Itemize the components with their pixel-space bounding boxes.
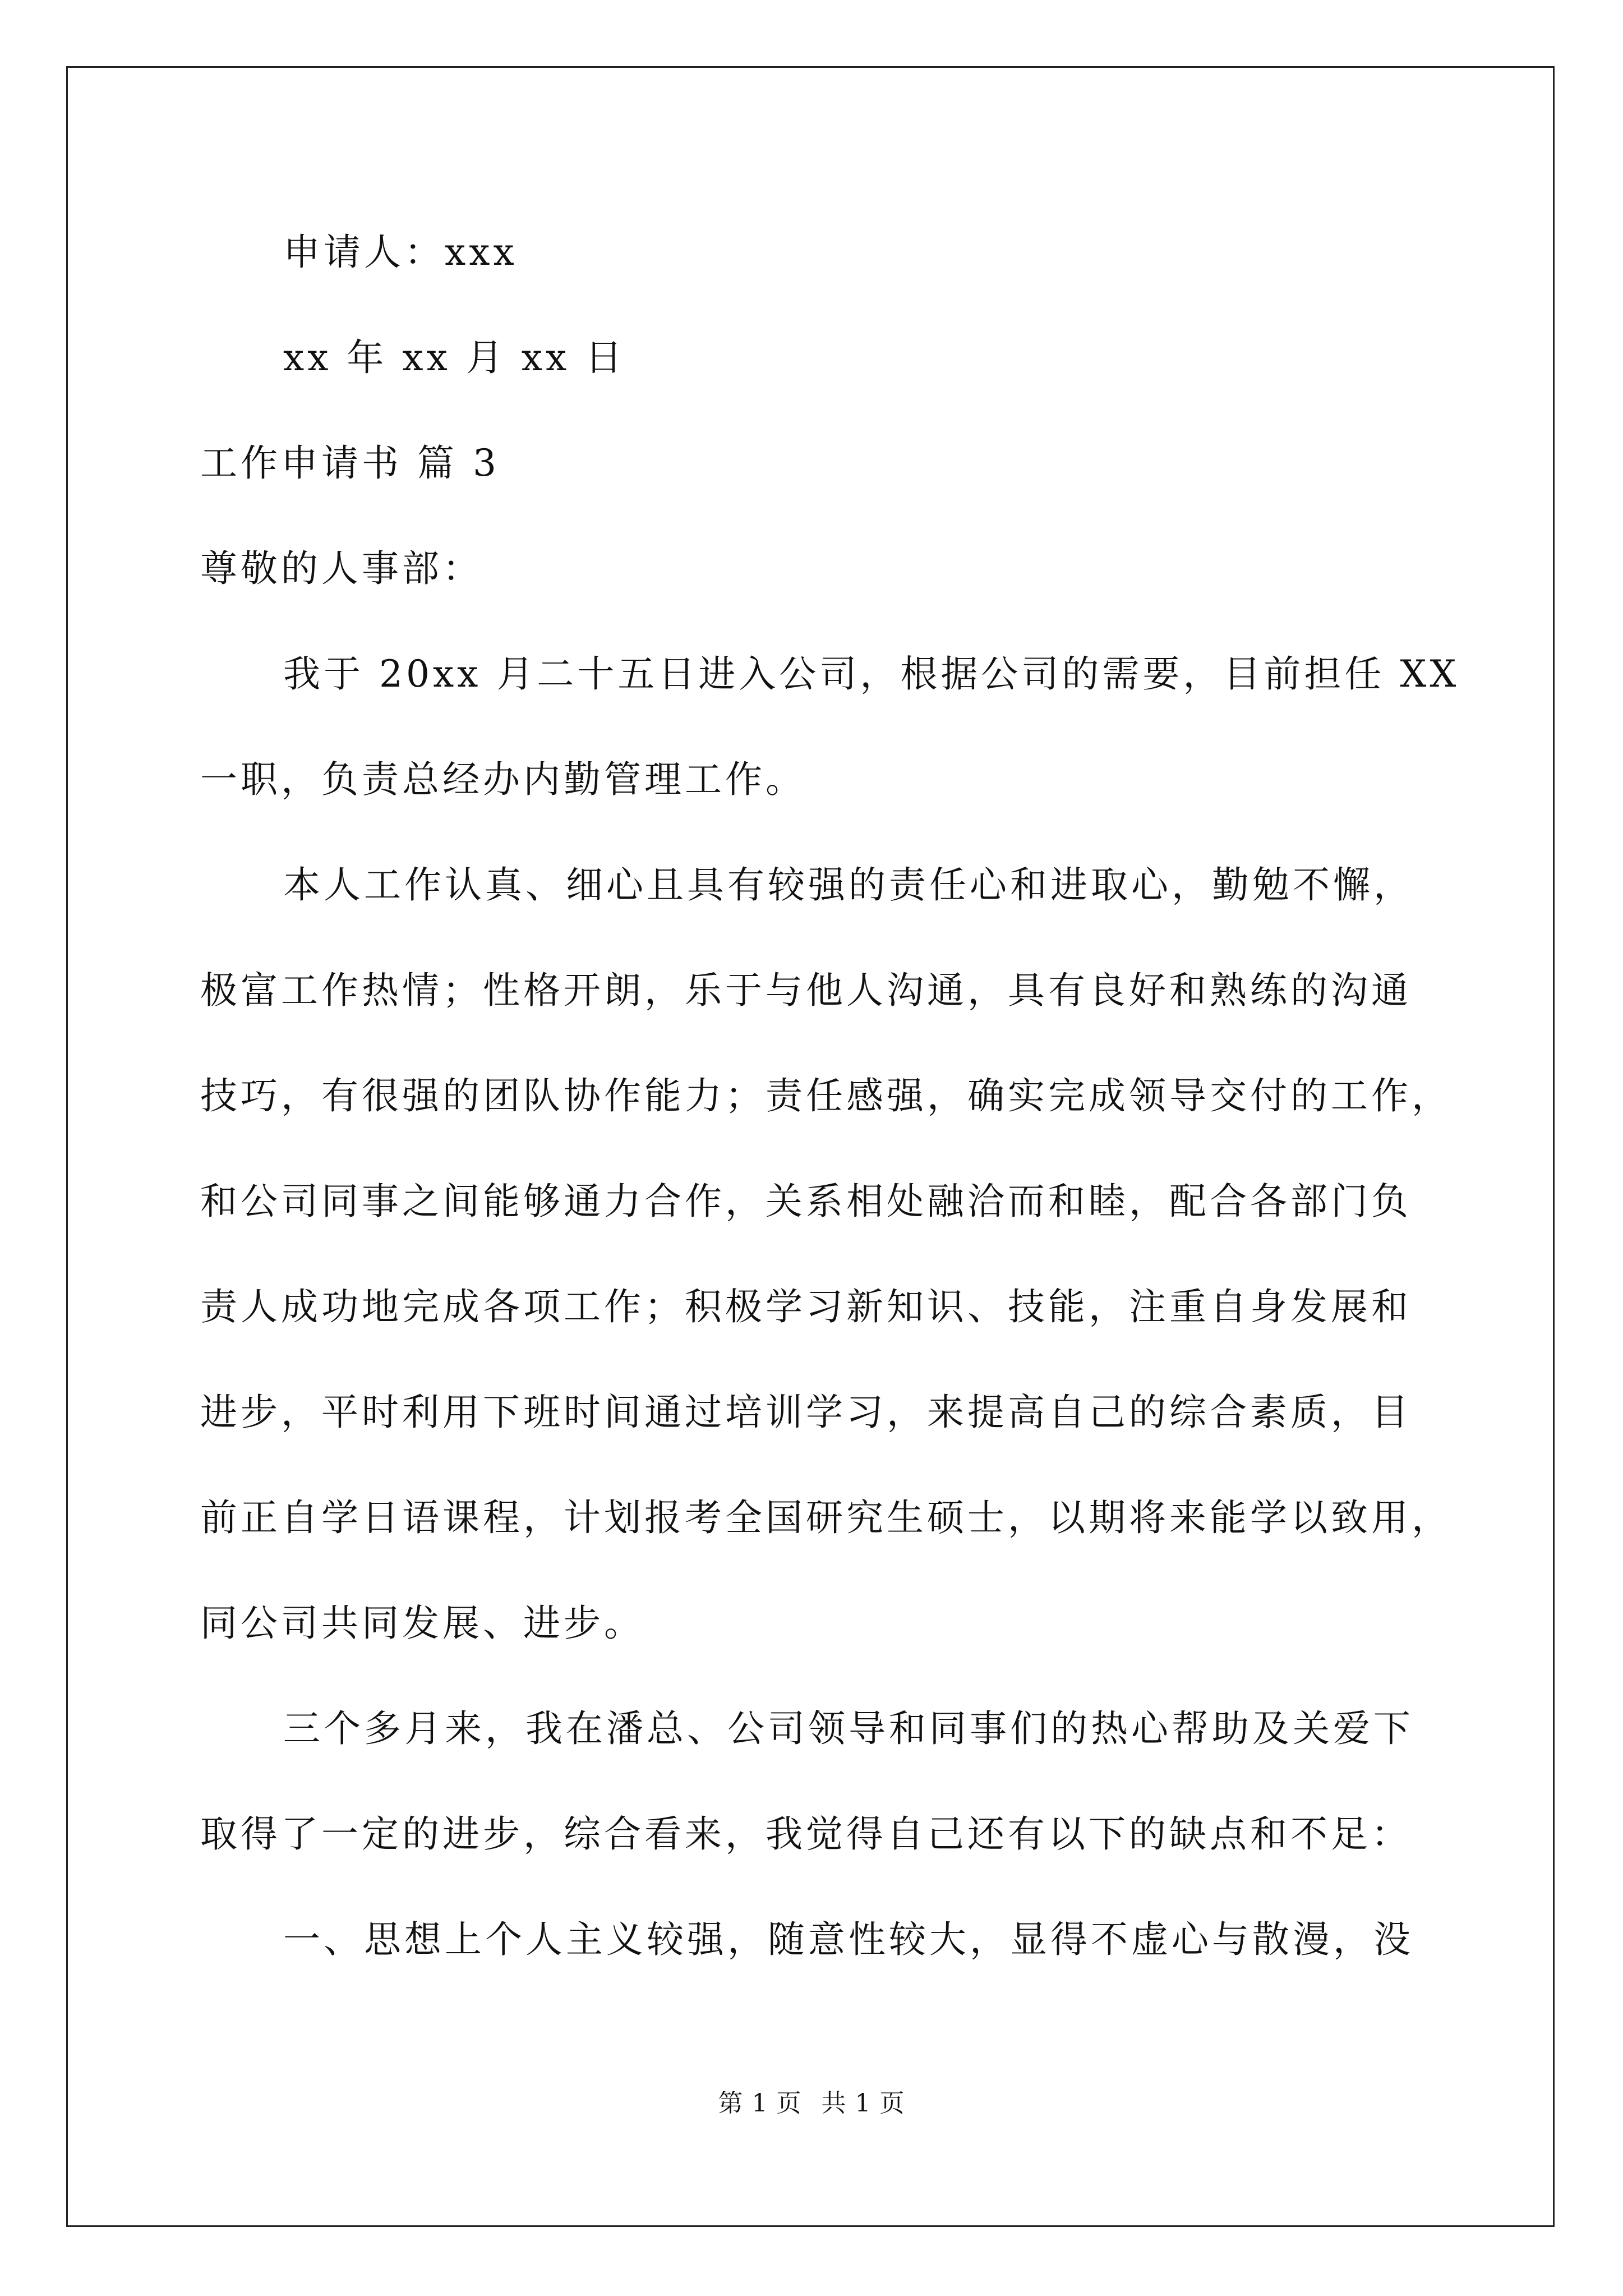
page-footer: [0, 2088, 1623, 2119]
applicant-line: 申请人：xxx: [283, 231, 518, 274]
date-line: xx 年 xx 月 xx 日: [283, 336, 626, 379]
paragraph-2-line-6: 进步，平时利用下班时间通过培训学习，来提高自己的综合素质，目: [200, 1391, 1412, 1434]
paragraph-4-line-1: 一、思想上个人主义较强，随意性较大，显得不虚心与散漫，没: [283, 1918, 1414, 1961]
page-total: 共 1 页: [821, 2089, 905, 2118]
paragraph-2-line-7: 前正自学日语课程，计划报考全国研究生硕士，以期将来能学以致用，: [200, 1496, 1452, 1539]
paragraph-2-line-2: 极富工作热情；性格开朗，乐于与他人沟通，具有良好和熟练的沟通: [200, 969, 1412, 1012]
paragraph-3-line-2: 取得了一定的进步，综合看来，我觉得自己还有以下的缺点和不足：: [200, 1812, 1412, 1856]
paragraph-1-line-2: 一职，负责总经办内勤管理工作。: [200, 758, 806, 801]
section-heading: 工作申请书 篇 3: [200, 441, 500, 485]
paragraph-2-line-1: 本人工作认真、细心且具有较强的责任心和进取心，勤勉不懈，: [283, 863, 1414, 907]
salutation: 尊敬的人事部：: [200, 547, 483, 590]
paragraph-3-line-1: 三个多月来，我在潘总、公司领导和同事们的热心帮助及关爱下: [283, 1707, 1414, 1750]
paragraph-2-line-4: 和公司同事之间能够通力合作，关系相处融洽而和睦，配合各部门负: [200, 1180, 1412, 1223]
paragraph-2-line-3: 技巧，有很强的团队协作能力；责任感强，确实完成领导交付的工作，: [200, 1074, 1452, 1117]
paragraph-2-line-5: 责人成功地完成各项工作；积极学习新知识、技能，注重自身发展和: [200, 1285, 1412, 1328]
paragraph-1-line-1: 我于 20xx 月二十五日进入公司，根据公司的需要，目前担任 XX: [283, 652, 1460, 696]
page-number: 第 1 页: [718, 2089, 802, 2118]
page-border: [66, 66, 1555, 2227]
paragraph-2-line-8: 同公司共同发展、进步。: [200, 1602, 644, 1645]
